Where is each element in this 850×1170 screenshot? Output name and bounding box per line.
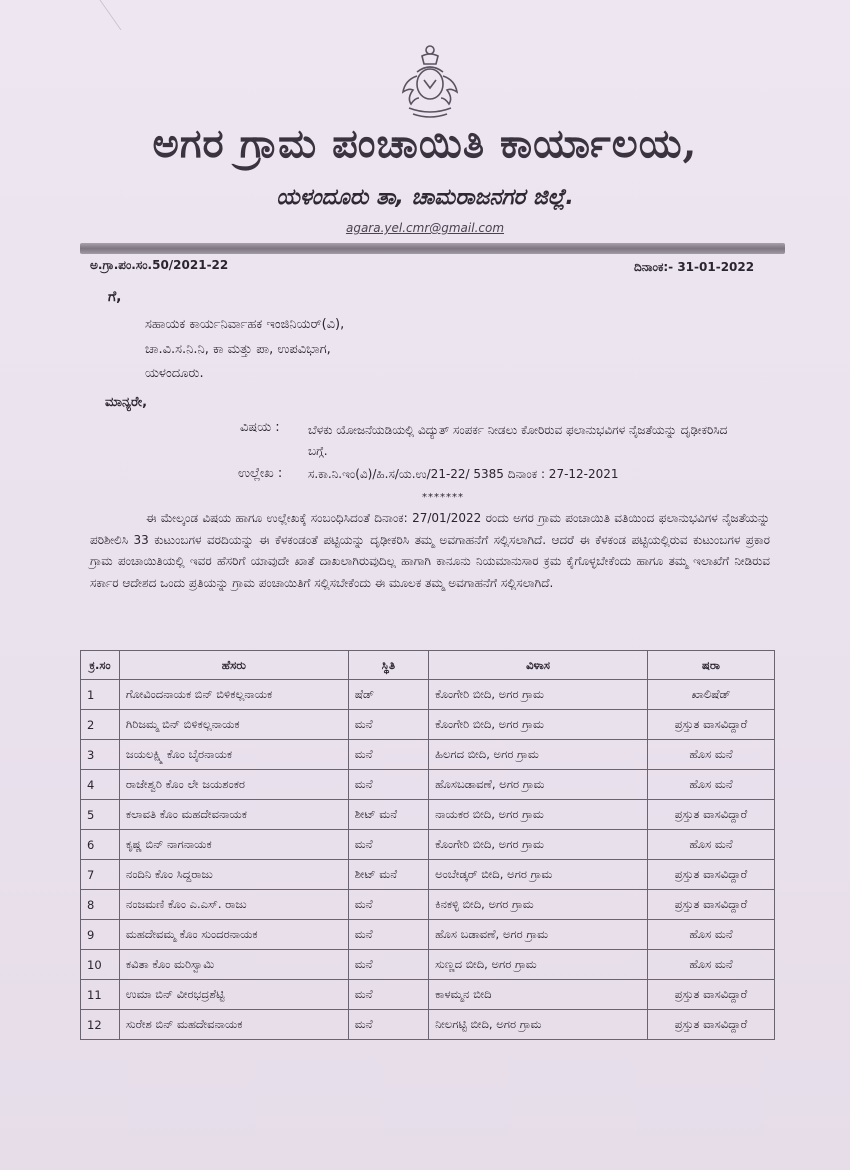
office-location: ಯಳಂದೂರು ತಾ, ಚಾಮರಾಜನಗರ ಜಿಲ್ಲೆ. — [276, 185, 574, 210]
remark-cell: ಖಾಲಿಷೆಡ್ — [647, 680, 774, 710]
remark-cell: ಪ್ರಸ್ತುತ ವಾಸವಿದ್ದಾರೆ — [647, 860, 774, 890]
table-row — [81, 1010, 775, 1040]
remark-cell: ಪ್ರಸ್ತುತ ವಾಸವಿದ್ದಾರೆ — [647, 710, 774, 740]
letter-date: ದಿನಾಂಕ:- 31-01-2022 — [634, 260, 755, 274]
recipient-line: ಚಾ.ವಿ.ಸ.ನಿ.ನಿ, ಕಾ ಮತ್ತು ಪಾ, ಉಪವಿಭಾಗ, — [145, 342, 331, 357]
salutation: ಮಾನ್ಯರೇ, — [105, 395, 148, 410]
serial-cell: 4 — [81, 770, 120, 800]
remark-cell: ಹೊಸ ಮನೆ — [647, 740, 774, 770]
status-cell: ಶೀಟ್ ಮನೆ — [348, 860, 428, 890]
name-cell: ಕವಿತಾ ಕೊಂ ಮರಿಸ್ವಾಮಿ — [119, 950, 348, 980]
remark-cell: ಹೊಸ ಮನೆ — [647, 830, 774, 860]
recipient-line: ಸಹಾಯಕ ಕಾರ್ಯನಿರ್ವಾಹಕ ಇಂಜಿನಿಯರ್(ವಿ), — [145, 317, 345, 332]
name-cell: ಉಮಾ ಬಿನ್ ವೀರಭದ್ರಶೆಟ್ಟಿ — [119, 980, 348, 1010]
reference-label: ಉಲ್ಲೇಖ : — [238, 466, 283, 481]
address-cell: ಅಂಬೇಡ್ಕರ್ ಬೀದಿ, ಅಗರ ಗ್ರಾಮ — [429, 860, 648, 890]
status-cell: ಶೀಟ್ ಮನೆ — [348, 800, 428, 830]
serial-cell: 3 — [81, 740, 120, 770]
subject-text: ಬೆಳಕು ಯೋಜನೆಯಡಿಯಲ್ಲಿ ವಿದ್ಯುತ್ ಸಂಪರ್ಕ ನೀಡಲು ಕೋರಿರುವ ಫಲಾನುಭವಿಗಳ ನೈಜತೆಯನ್ನು ದೃಢೀಕರಿಸಿದ ಬಗ್ಗೆ. — [308, 423, 728, 458]
serial-cell: 8 — [81, 890, 120, 920]
address-cell: ಹೊಸಬಡಾವಣೆ, ಅಗರ ಗ್ರಾಮ — [429, 770, 648, 800]
serial-cell: 10 — [81, 950, 120, 980]
column-header: ಹೆಸರು — [119, 651, 348, 680]
name-cell: ಕಲಾವತಿ ಕೊಂ ಮಹದೇವನಾಯಕ — [119, 800, 348, 830]
name-cell: ಕೃಷ್ಣ ಬಿನ್ ನಾಗನಾಯಕ — [119, 830, 348, 860]
reference-text: ಸ.ಕಾ.ನಿ.ಇಂ(ವಿ)/ಹಿ.ಸ/ಯ.ಉ/21-22/ 5385 ದಿನಾಂಕ : 27-12-2021 — [308, 467, 619, 481]
name-cell: ಮಹದೇವಮ್ಮ ಕೊಂ ಸುಂದರನಾಯಕ — [119, 920, 348, 950]
column-header: ವಿಳಾಸ — [429, 651, 648, 680]
office-title: ಅಗರ ಗ್ರಾಮ ಪಂಚಾಯಿತಿ ಕಾರ್ಯಾಲಯ, — [152, 120, 698, 167]
address-cell: ಹಿಲಗದ ಬೀದಿ, ಅಗರ ಗ್ರಾಮ — [429, 740, 648, 770]
serial-cell: 5 — [81, 800, 120, 830]
header-divider — [80, 243, 785, 254]
table-row — [81, 830, 775, 860]
remark-cell: ಪ್ರಸ್ತುತ ವಾಸವಿದ್ದಾರೆ — [647, 980, 774, 1010]
separator: ******* — [422, 492, 464, 503]
table-row — [81, 860, 775, 890]
table-row — [81, 800, 775, 830]
column-header: ಸ್ಥಿತಿ — [348, 651, 428, 680]
remark-cell: ಹೊಸ ಮನೆ — [647, 950, 774, 980]
address-cell: ಕೊಂಗೇರಿ ಬೀದಿ, ಅಗರ ಗ್ರಾಮ — [429, 830, 648, 860]
status-cell: ಷೆಡ್ — [348, 680, 428, 710]
table-row — [81, 920, 775, 950]
serial-cell: 11 — [81, 980, 120, 1010]
remark-cell: ಪ್ರಸ್ತುತ ವಾಸವಿದ್ದಾರೆ — [647, 800, 774, 830]
remark-cell: ಹೊಸ ಮನೆ — [647, 770, 774, 800]
reference-number: ಅ.ಗ್ರಾ.ಪಂ.ಸಂ.50/2021-22 — [90, 258, 229, 272]
status-cell: ಮನೆ — [348, 830, 428, 860]
table-row — [81, 740, 775, 770]
status-cell: ಮನೆ — [348, 710, 428, 740]
remark-cell: ಪ್ರಸ್ತುತ ವಾಸವಿದ್ದಾರೆ — [647, 890, 774, 920]
status-cell: ಮನೆ — [348, 950, 428, 980]
table-row — [81, 770, 775, 800]
serial-cell: 2 — [81, 710, 120, 740]
letter-body: ಈ ಮೇಲ್ಕಂಡ ವಿಷಯ ಹಾಗೂ ಉಲ್ಲೇಖಕ್ಕೆ ಸಂಬಂಧಿಸಿದಂತೆ ದಿನಾಂಕ: 27/01/2022 ರಂದು ಅಗರ ಗ್ರಾಮ ಪಂಚಾಯಿತಿ ವತಿಯಿಂದ ಫಲಾನುಭವಿಗಳ ನೈಜತೆಯನ್ನು ಪರಿಶೀಲಿಸಿ 33 ಕುಟುಂಬಗಳ ವರದಿಯನ್ನು ಈ ಕೆಳಕಂಡಂತೆ ಪಟ್ಟಿಯನ್ನು ದೃಢೀಕರಿಸಿ ತಮ್ಮ ಅವಗಾಹನೆಗೆ ಸಲ್ಲಿಸಲಾಗಿದೆ. ಆದರೆ ಈ ಕೆಳಕಂಡ ಪಟ್ಟಿಯಲ್ಲಿರುವ ಕುಟುಂಬಗಳ ಪ್ರಕಾರ ಗ್ರಾಮ ಪಂಚಾಯಿತಿಯಲ್ಲಿ ಇವರ ಹೆಸರಿಗೆ ಯಾವುದೇ ಖಾತೆ ದಾಖಲಾಗಿರುವುದಿಲ್ಲ ಹಾಗಾಗಿ ಕಾನೂನು ನಿಯಮಾನುಸಾರ ಕ್ರಮ ಕೈಗೊಳ್ಳಬೇಕೆಂದು ಹಾಗೂ ತಮ್ಮ ಇಲಾಖೆಗೆ ನೀಡಿರುವ ಸರ್ಕಾರ ಆದೇಶದ ಒಂದು ಪ್ರತಿಯನ್ನು ಗ್ರಾಮ ಪಂಚಾಯಿತಿಗೆ ಸಲ್ಲಿಸಬೇಕೆಂದು ಈ ಮೂಲಕ ತಮ್ಮ ಅವಗಾಹನೆಗೆ ಸಲ್ಲಿಸಲಾಗಿದೆ. — [90, 511, 770, 590]
table-row — [81, 710, 775, 740]
table-row — [81, 890, 775, 920]
address-cell: ಕಾಳಮ್ಮನ ಬೀದಿ — [429, 980, 648, 1010]
address-cell: ಕೊಂಗೇರಿ ಬೀದಿ, ಅಗರ ಗ್ರಾಮ — [429, 680, 648, 710]
status-cell: ಮನೆ — [348, 1010, 428, 1040]
serial-cell: 9 — [81, 920, 120, 950]
address-cell: ಹೊಸ ಬಡಾವಣೆ, ಅಗರ ಗ್ರಾಮ — [429, 920, 648, 950]
serial-cell: 12 — [81, 1010, 120, 1040]
table-row — [81, 980, 775, 1010]
name-cell: ರಾಜೇಶ್ವರಿ ಕೊಂ ಲೇ ಜಯಶಂಕರ — [119, 770, 348, 800]
name-cell: ಜಯಲಕ್ಷ್ಮಿ ಕೊಂ ಬೈರನಾಯಕ — [119, 740, 348, 770]
serial-cell: 6 — [81, 830, 120, 860]
name-cell: ಸುರೇಶ ಬಿನ್ ಮಹದೇವನಾಯಕ — [119, 1010, 348, 1040]
table-row — [81, 950, 775, 980]
status-cell: ಮನೆ — [348, 740, 428, 770]
fold-mark — [59, 0, 121, 30]
status-cell: ಮನೆ — [348, 890, 428, 920]
table-header-row — [81, 651, 775, 680]
table-row — [81, 680, 775, 710]
remark-cell: ಪ್ರಸ್ತುತ ವಾಸವಿದ್ದಾರೆ — [647, 1010, 774, 1040]
office-email: agara.yel.cmr@gmail.com — [345, 221, 505, 235]
subject-label: ವಿಷಯ : — [240, 420, 280, 435]
name-cell: ನಂಜಮಣಿ ಕೊಂ ಎ.ಎಸ್. ರಾಜು — [119, 890, 348, 920]
column-header: ಷರಾ — [647, 651, 774, 680]
column-header: ಕ್ರ.ಸಂ — [81, 651, 120, 680]
name-cell: ಗಿರಿಜಮ್ಮ ಬಿನ್ ಬಿಳಿಕಲ್ಲನಾಯಕ — [119, 710, 348, 740]
state-emblem-icon — [395, 42, 465, 122]
status-cell: ಮನೆ — [348, 770, 428, 800]
address-cell: ಸುಣ್ಣದ ಬೀದಿ, ಅಗರ ಗ್ರಾಮ — [429, 950, 648, 980]
address-cell: ನೀಲಗಟ್ಟಿ ಬೀದಿ, ಅಗರ ಗ್ರಾಮ — [429, 1010, 648, 1040]
to-label: ಗೆ, — [108, 289, 122, 305]
recipient-line: ಯಳಂದೂರು. — [145, 366, 204, 381]
address-cell: ನಾಯಕರ ಬೀದಿ, ಅಗರ ಗ್ರಾಮ — [429, 800, 648, 830]
name-cell: ಗೋವಿಂದನಾಯಕ ಬಿನ್ ಬಿಳಿಕಲ್ಲನಾಯಕ — [119, 680, 348, 710]
name-cell: ನಂದಿನಿ ಕೊಂ ಸಿದ್ದರಾಜು — [119, 860, 348, 890]
address-cell: ಕೊಂಗೇರಿ ಬೀದಿ, ಅಗರ ಗ್ರಾಮ — [429, 710, 648, 740]
serial-cell: 1 — [81, 680, 120, 710]
serial-cell: 7 — [81, 860, 120, 890]
address-cell: ಕಿನಕಳ್ಳಿ ಬೀದಿ, ಅಗರ ಗ್ರಾಮ — [429, 890, 648, 920]
table-body — [81, 680, 775, 1040]
status-cell: ಮನೆ — [348, 980, 428, 1010]
remark-cell: ಹೊಸ ಮನೆ — [647, 920, 774, 950]
status-cell: ಮನೆ — [348, 920, 428, 950]
beneficiary-table — [80, 650, 775, 1040]
